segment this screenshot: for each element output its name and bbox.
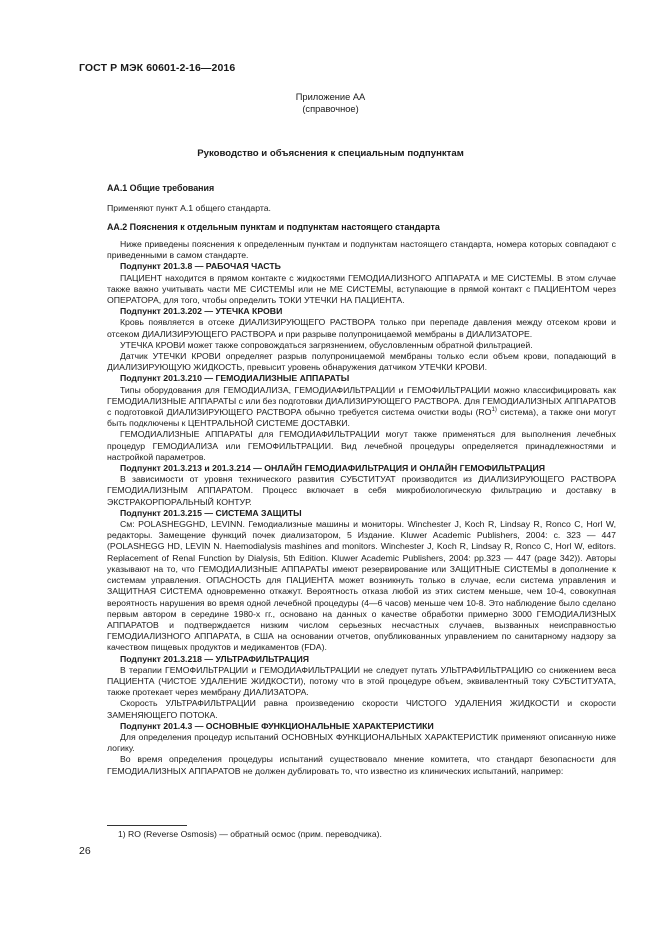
section-aa2-heading: АА.2 Пояснения к отдельным пунктам и подпунктам настоящего стандарта [107, 222, 440, 232]
section-aa1-heading: АА.1 Общие требования [107, 183, 215, 193]
paragraph: УТЕЧКА КРОВИ может также сопровождаться загрязнением, обусловленным обратной фильтрацией. [120, 339, 533, 350]
paragraph: См: POLASHEGGHD, LEVINN. Гемодиализные машины и мониторы. Winchester J, Koch R, Lindsay R, Ronco C, Horl W, редакторы. Замещение функций почек диализатором, 5 Издание. Kluwer Academic Publishers, 2004: с. 323 — 447 (POLASHEGG HD, LEVIN N. Haemodialysis mashines and monitors. Winchester J, Koch R, Lindsay R, Ronco C, Horl W, editors. Replacement of Renal Function by Dialysis, 5th Edition. Kluwer Academic Publishers, 2004: pp.323 — 447 (page 342)). Авторы указывают на то, что ГЕМОДИАЛИЗНЫЕ АППАРАТЫ имеют резервирование или ЗАЩИТНЫЕ СИСТЕМЫ в дополнение к системам управления. ОПАСНОСТЬ для ПАЦИЕНТА может возникнуть только в случае, если система управления и ЗАЩИТНАЯ СИСТЕМА одновременно откажут. Вероятность отказа любой из этих систем меньше, чем 10-4, совокупная вероятность нарушения во время одной лечебной процедуры (4—6 часов) меньше чем 10-8. Это наблюдение было сделано первым автором в середине 1980-х гг., основано на данных о качестве обработки примерно 3000 ГЕМОДИАЛИЗНЫХ АППАРАТОВ и подтверждается низким числом серьезных несчастных случаев, вызванных неисправностью ГЕМОДИАЛИЗНОГО АППАРАТА, в США на основании отчетов, опубликованных управлением по санитарному надзору за качеством пищевых продуктов и медикаментов (FDA). [107, 519, 616, 653]
paragraph: ГЕМОДИАЛИЗНЫЕ АППАРАТЫ для ГЕМОДИАФИЛЬТРАЦИИ могут также применяться для выполнения лечебных процедур ГЕМОДИАЛИЗА или ГЕМОФИЛЬТРАЦИИ. Вид лечебной процедуры определяется принадлежностями и настройкой параметров. [107, 429, 616, 462]
footnote-reference: 1) [491, 407, 497, 414]
section-aa2-body [107, 239, 616, 777]
paragraph: ПАЦИЕНТ находится в прямом контакте с жидкостями ГЕМОДИАЛИЗНОГО АППАРАТА и МЕ СИСТЕМЫ. В этом случае также важно учитывать части МЕ СИСТЕМЫ или не МЕ СИСТЕМЫ, вступающие в прямой контакт с ПАЦИЕНТОМ через ОПЕРАТОРА, для того, чтобы определить ТОКИ УТЕЧКИ НА ПАЦИЕНТА. [107, 272, 616, 306]
footnote-divider [107, 825, 187, 826]
footnote-text: RO (Reverse Osmosis) — обратный осмос (прим. переводчика). [128, 829, 382, 839]
paragraph: Кровь появляется в отсеке ДИАЛИЗИРУЮЩЕГО РАСТВОРА только при перепаде давления между отсеком крови и отсеком ДИАЛИЗИРУЮЩЕГО РАСТВОРА и при разрыве полупроницаемой мембраны в ДИАЛИЗАТОРЕ. [107, 317, 616, 339]
appendix-subtitle: (справочное) [302, 104, 359, 114]
guide-title: Руководство и объяснения к специальным подпунктам [197, 148, 464, 159]
standard-header: ГОСТ Р МЭК 60601-2-16—2016 [79, 62, 236, 74]
paragraph: В терапии ГЕМОФИЛЬТРАЦИИ и ГЕМОДИАФИЛЬТРАЦИИ не следует путать УЛЬТРАФИЛЬТРАЦИЮ со снижением веса ПАЦИЕНТА (ЧИСТОЕ УДАЛЕНИЕ ЖИДКОСТИ), потому что в этой процедуре объем, эквивалентный току СУБСТИТУАТА, также протекает через мембрану ДИАЛИЗАТОРА. [107, 664, 616, 698]
subclause-heading: Подпункт 201.3.218 — УЛЬТРАФИЛЬТРАЦИЯ [120, 653, 309, 664]
subclause-heading: Подпункт 201.3.202 — УТЕЧКА КРОВИ [120, 306, 283, 317]
paragraph [107, 385, 616, 430]
subclause-heading: Подпункт 201.3.213 и 201.3.214 — ОНЛАЙН ГЕМОДИАФИЛЬТРАЦИЯ И ОНЛАЙН ГЕМОФИЛЬТРАЦИЯ [120, 463, 545, 474]
paragraph: Датчик УТЕЧКИ КРОВИ определяет разрыв полупроницаемой мембраны только если объем крови, попадающий в ДИАЛИЗИРУЮЩУЮ ЖИДКОСТЬ, превысит уровень обнаружения датчиком УТЕЧКИ КРОВИ. [107, 351, 616, 373]
subclause-heading: Подпункт 201.3.215 — СИСТЕМА ЗАЩИТЫ [120, 507, 302, 518]
paragraph: Скорость УЛЬТРАФИЛЬТРАЦИИ равна произведению скорости ЧИСТОГО УДАЛЕНИЯ ЖИДКОСТИ и скорости ЗАМЕНЯЮЩЕГО ПОТОКА. [107, 698, 616, 720]
paragraph: В зависимости от уровня технического развития СУБСТИТУАТ производится из ДИАЛИЗИРУЮЩЕГО РАСТВОРА ГЕМОДИАЛИЗНЫМ АППАРАТОМ. Процесс включает в себя микробиологическую фильтрацию и доставку в ЭКСТРАКОРПОРАЛЬНЫЙ КОНТУР. [107, 474, 616, 507]
paragraph: Для определения процедур испытаний ОСНОВНЫХ ФУНКЦИОНАЛЬНЫХ ХАРАКТЕРИСТИК применяют описанную ниже логику. [107, 731, 616, 754]
subclause-heading: Подпункт 201.3.8 — РАБОЧАЯ ЧАСТЬ [120, 261, 281, 272]
subclause-heading: Подпункт 201.3.210 — ГЕМОДИАЛИЗНЫЕ АППАРАТЫ [120, 373, 350, 384]
paragraph-text-before: Типы оборудования для ГЕМОДИАЛИЗА, ГЕМОДИАФИЛЬТРАЦИИ и ГЕМОФИЛЬТРАЦИИ можно классифицировать как ГЕМОДИАЛИЗНЫЕ АППАРАТЫ с или без подготовки ДИАЛИЗИРУЮЩЕГО РАСТВОРА. Для ГЕМОДИАЛИЗНЫХ АППАРАТОВ с подготовкой ДИАЛИЗИРУЮЩЕГО РАСТВОРА обычно требуется система очистки воды (RO [107, 384, 616, 418]
footnote-mark: 1) [118, 829, 126, 839]
paragraph: Во время определения процедуры испытаний существовало мнение комитета, что стандарт безопасности для ГЕМОДИАЛИЗНЫХ АППАРАТОВ не должен дублировать то, что известно из клинических испытаний, например: [107, 754, 616, 776]
subclause-heading: Подпункт 201.4.3 — ОСНОВНЫЕ ФУНКЦИОНАЛЬНЫЕ ХАРАКТЕРИСТИКИ [120, 720, 434, 731]
paragraph: Ниже приведены пояснения к определенным пунктам и подпунктам настоящего стандарта, номера которых совпадают с приведенными в самом стандарте. [107, 239, 616, 261]
appendix-title: Приложение АА [295, 92, 366, 102]
section-aa1-text: Применяют пункт А.1 общего стандарта. [107, 203, 271, 213]
footnote [118, 829, 382, 839]
paragraph-text-after: система), а также они могут быть подключены к ЦЕНТРАЛЬНОЙ СИСТЕМЕ ДОСТАВКИ. [107, 407, 617, 429]
page-number: 26 [79, 845, 91, 857]
